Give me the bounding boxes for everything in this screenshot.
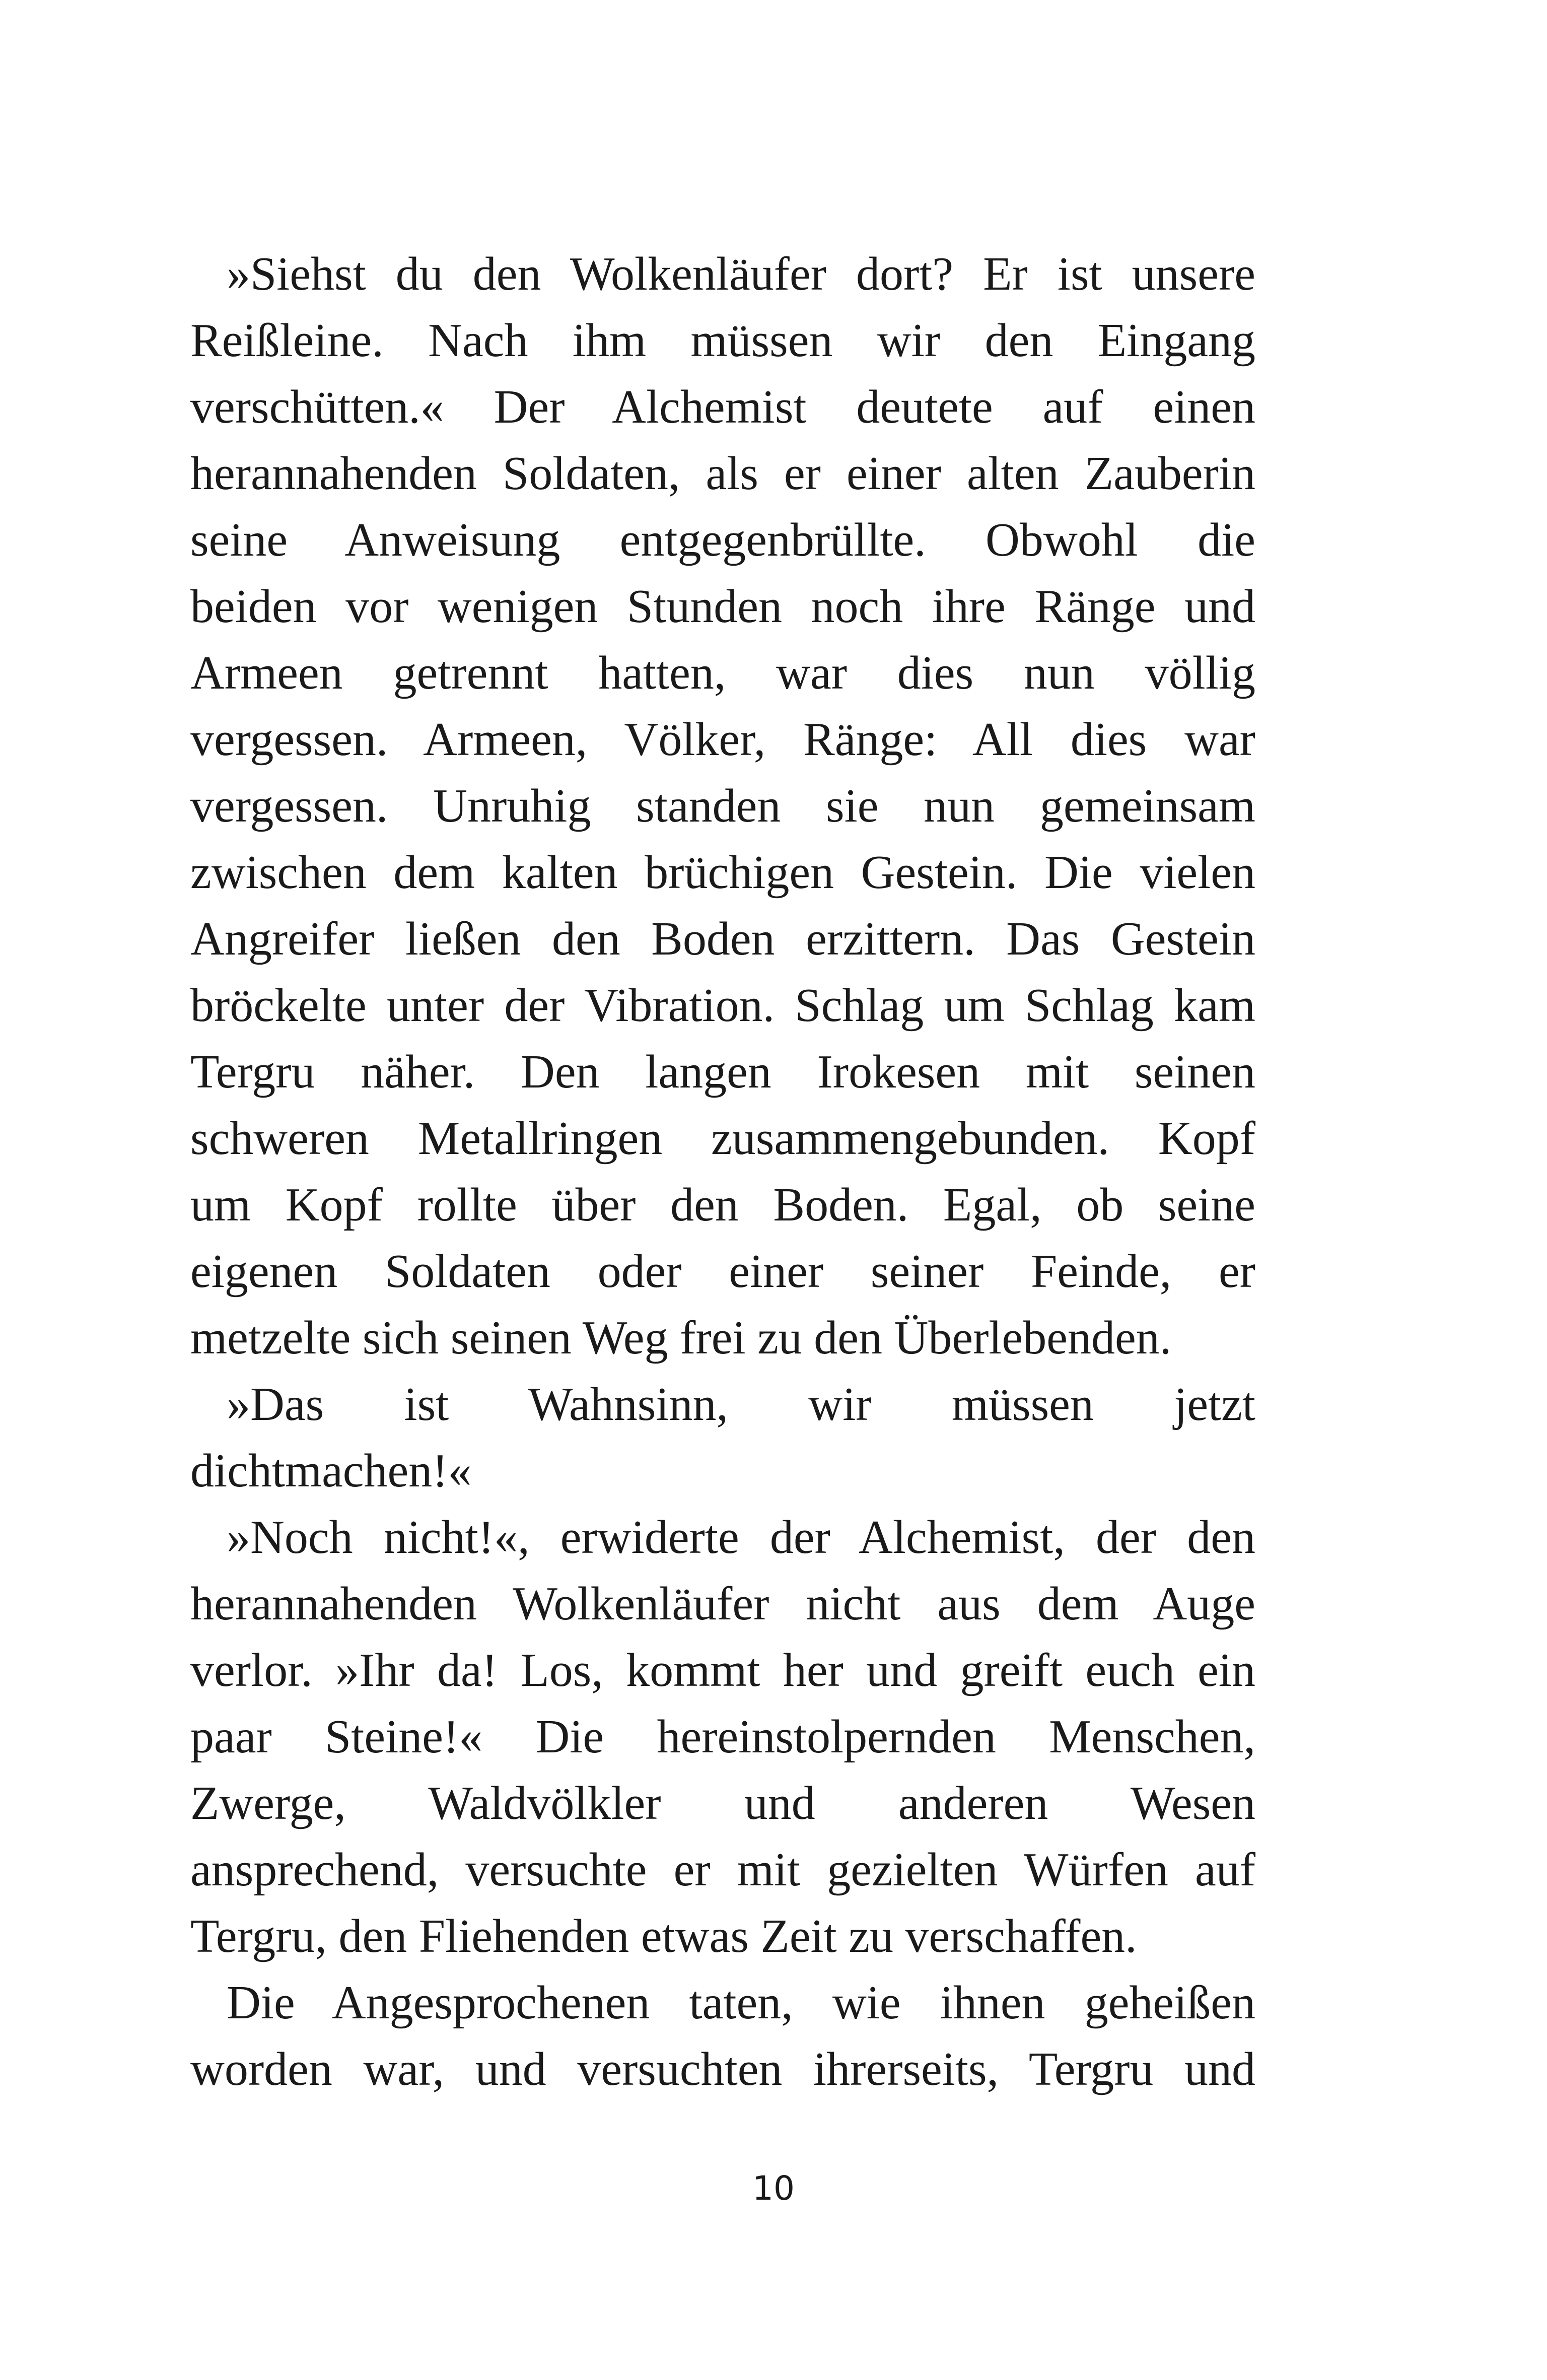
text-line: paar Steine!« Die hereinstolpernden Menschen, xyxy=(190,1711,1255,1763)
text-line: Die Angesprochenen taten, wie ihnen geheißen xyxy=(227,1977,1255,2029)
text-line: Armeen getrennt hatten, war dies nun völlig xyxy=(190,647,1255,699)
text-line: verschütten.« Der Alchemist deutete auf einen xyxy=(190,381,1255,433)
text-line: um Kopf rollte über den Boden. Egal, ob seine xyxy=(190,1179,1255,1231)
text-line: schweren Metallringen zusammengebunden. Kopf xyxy=(190,1112,1255,1165)
text-line: vergessen. Unruhig standen sie nun gemeinsam xyxy=(190,780,1255,832)
text-line: Tergru, den Fliehenden etwas Zeit zu verschaffen. xyxy=(190,1910,1137,1962)
text-line: herannahenden Wolkenläufer nicht aus dem Auge xyxy=(190,1578,1255,1630)
text-line: eigenen Soldaten oder einer seiner Feinde, er xyxy=(190,1245,1255,1298)
text-line: ansprechend, versuchte er mit gezielten Würfen auf xyxy=(190,1844,1255,1896)
page-number: 10 xyxy=(752,2169,795,2208)
text-line: metzelte sich seinen Weg frei zu den Überlebenden. xyxy=(190,1312,1172,1364)
text-line: beiden vor wenigen Stunden noch ihre Ränge und xyxy=(190,580,1255,633)
text-line: zwischen dem kalten brüchigen Gestein. Die vielen xyxy=(190,846,1255,899)
text-line: seine Anweisung entgegenbrüllte. Obwohl die xyxy=(190,514,1255,566)
text-line: worden war, und versuchten ihrerseits, Tergru und xyxy=(190,2043,1255,2095)
text-line: Tergru näher. Den langen Irokesen mit seinen xyxy=(190,1046,1255,1098)
text-line: Zwerge, Waldvölkler und anderen Wesen xyxy=(190,1777,1255,1829)
text-line: Angreifer ließen den Boden erzittern. Das Gestein xyxy=(190,913,1255,965)
text-line: dichtmachen!« xyxy=(190,1445,472,1497)
text-line: herannahenden Soldaten, als er einer alten Zauberin xyxy=(190,447,1255,500)
body-text xyxy=(190,241,1255,2102)
text-line: Reißleine. Nach ihm müssen wir den Eingang xyxy=(190,314,1255,367)
text-line: bröckelte unter der Vibration. Schlag um Schlag kam xyxy=(190,979,1255,1032)
text-line: »Das ist Wahnsinn, wir müssen jetzt xyxy=(227,1378,1255,1431)
text-line: »Noch nicht!«, erwiderte der Alchemist, der den xyxy=(227,1511,1255,1563)
text-line: verlor. »Ihr da! Los, kommt her und greift euch ein xyxy=(190,1644,1255,1696)
text-line: »Siehst du den Wolkenläufer dort? Er ist unsere xyxy=(227,248,1255,300)
text-line: vergessen. Armeen, Völker, Ränge: All dies war xyxy=(190,713,1255,766)
